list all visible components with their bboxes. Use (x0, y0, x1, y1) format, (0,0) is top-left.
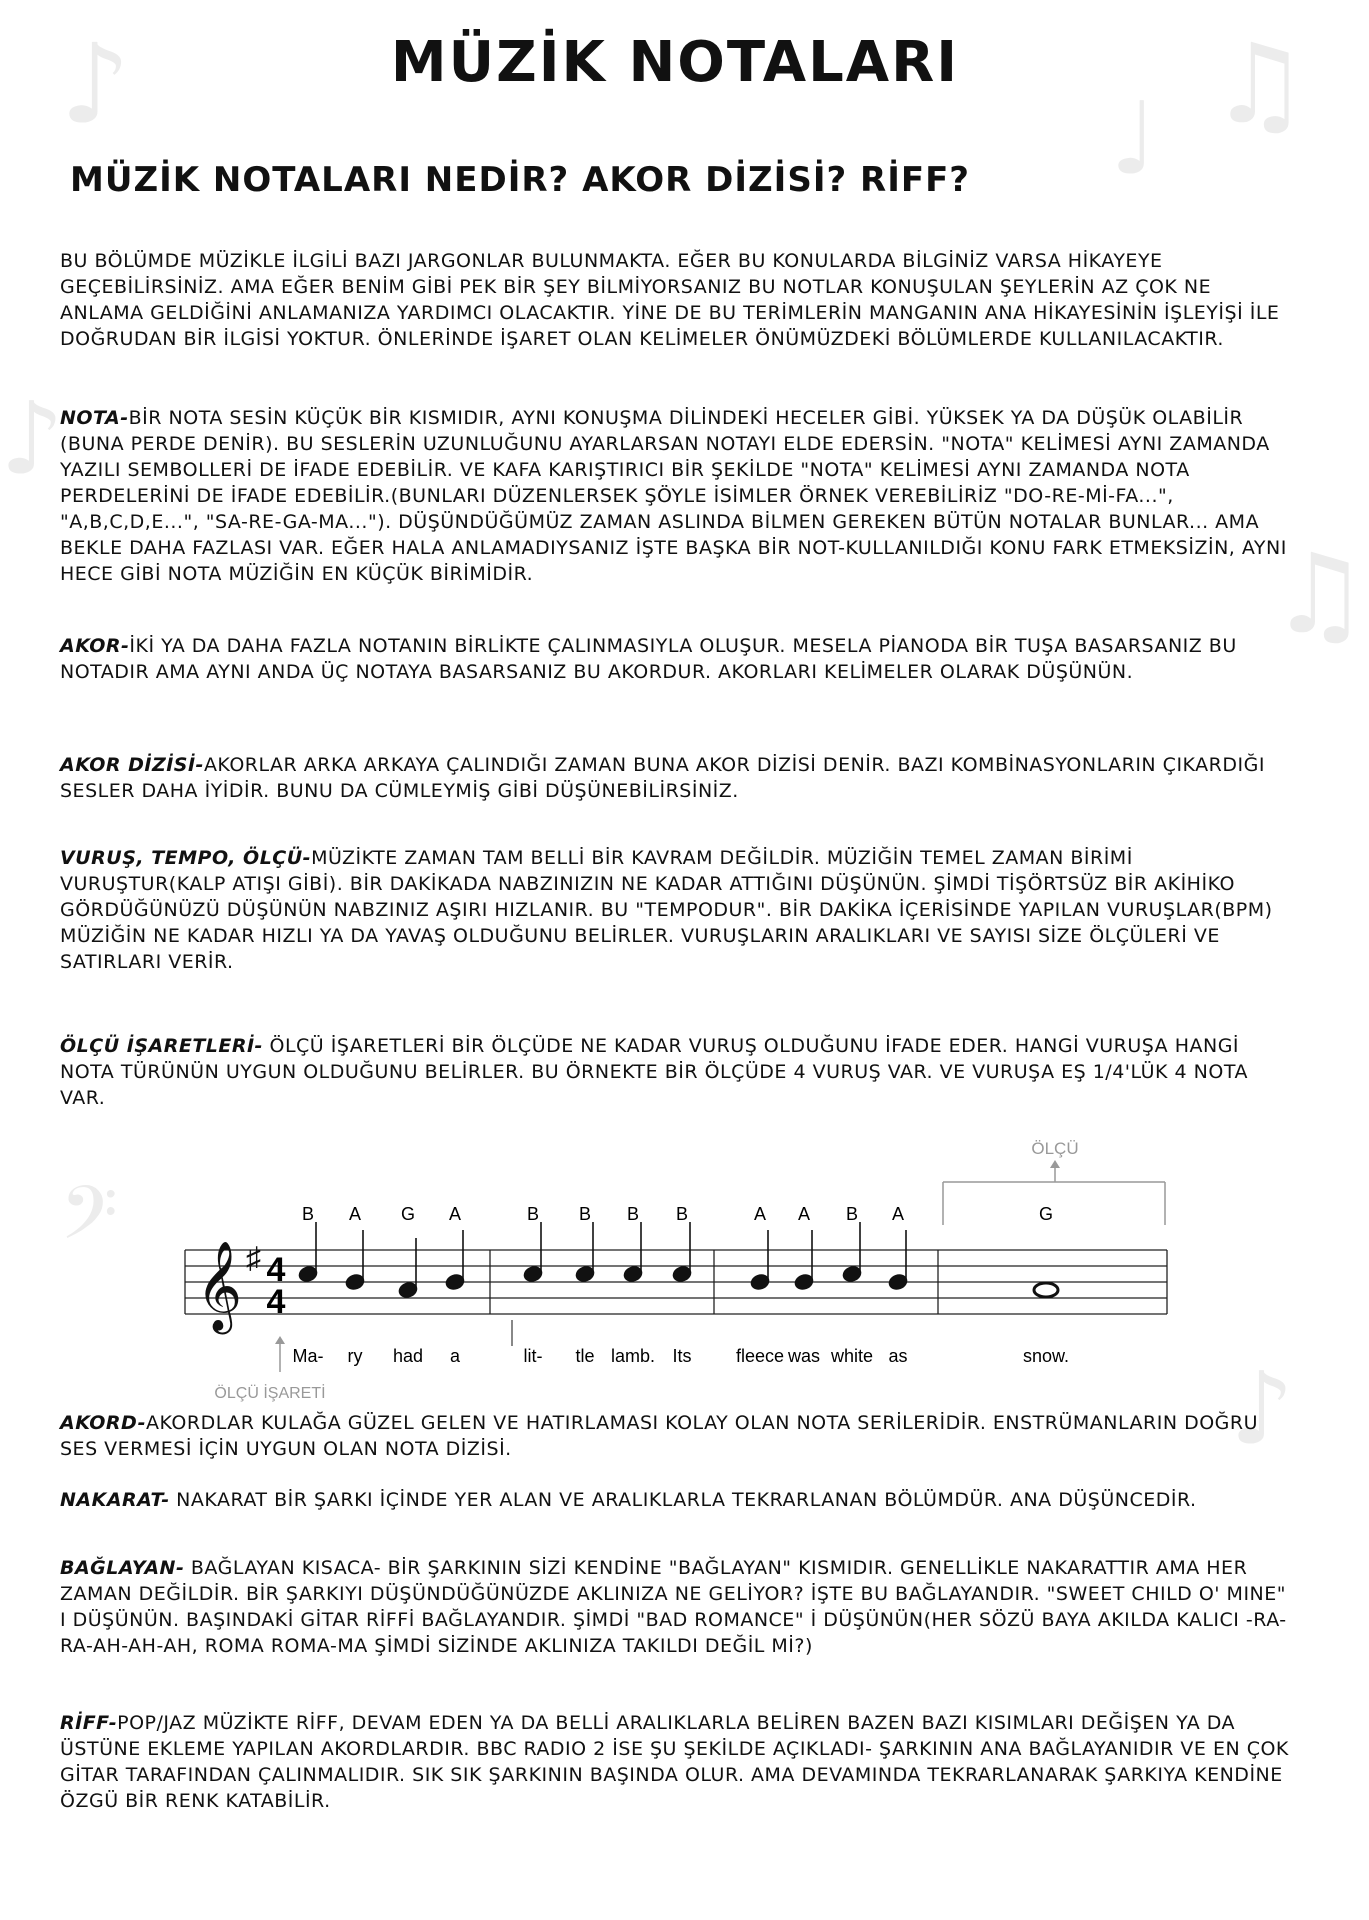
note-name-label: B (675, 1204, 689, 1224)
sharp-icon: ♯ (246, 1242, 261, 1275)
lyric-syllable: snow. (1022, 1346, 1070, 1366)
section-olcu-isaretleri (60, 1033, 1290, 1111)
intro-paragraph: BU BÖLÜMDE MÜZİKLE İLGİLİ BAZI JARGONLAR BULUNMAKTA. EĞER BU KONULARDA BİLGİNİZ VARSA HİKAYEYE GEÇEBİLİRSİNİZ. AMA EĞER BENİM GİBİ PEK BİR ŞEY BİLMİYORSANIZ BU NOTLAR KONUŞULAN ŞEYLERİN AZ ÇOK NE ANLAMA GELDİĞİNİ ANLAMANIZA YARDIMCI OLACAKTIR. YİNE DE BU TERİMLERİN MANGANIN ANA HİKAYESİNİN İŞLEYİŞİ İLE DOĞRUDAN BİR İLGİSİ YOKTUR. ÖNLERİNDE İŞARET OLAN KELİMELER ÖNÜMÜZDEKİ BÖLÜMLERDE KULLANILACAKTIR. (60, 250, 1280, 350)
page-title: MÜZİK NOTALARI (390, 30, 960, 95)
section-baglayan (60, 1555, 1290, 1659)
lyric-syllable: Ma- (292, 1346, 324, 1366)
note-name-label: B (626, 1204, 640, 1224)
term-label: BAĞLAYAN- (60, 1557, 185, 1579)
lyric-syllable: ry (347, 1346, 363, 1366)
section-akor-dizisi (60, 752, 1290, 804)
section-text: BİR NOTA SESİN KÜÇÜK BİR KISMIDIR, AYNI KONUŞMA DİLİNDEKİ HECELER GİBİ. YÜKSEK YA DA DÜŞÜK OLABİLİR (BUNA PERDE DENİR). BU SESLERİN UZUNLUĞUNU AYARLARSAN NOTAYI ELDE EDERSİN. "NOTA" KELİMESİ AYNI ZAMANDA YAZILI SEMBOLLERİ DE İFADE EDEBİLİR. VE KAFA KARIŞTIRICI BİR ŞEKİLDE "NOTA" KELİMESİ AYNI ZAMANDA NOTA PERDELERİNİ DE İFADE EDEBİLİR.(BUNLARI DÜZENLERSEK ŞÖYLE İSİMLER ÖRNEK VEREBİLİRİZ "DO-RE-Mİ-FA...", "A,B,C,D,E...", "SA-RE-GA-MA..."). DÜŞÜNDÜĞÜMÜZ ZAMAN ASLINDA BİLMEN GEREKEN BÜTÜN NOTALAR BUNLAR... AMA BEKLE DAHA FAZLASI VAR. EĞER HALA ANLAMADIYSANIZ İŞTE BAŞKA BİR NOT-KULLANILDIĞI KONU FARK ETMEKSİZİN, AYNI HECE GİBİ NOTA MÜZİĞİN EN KÜÇÜK BİRİMİDİR. (60, 407, 1287, 585)
term-label: VURUŞ, TEMPO, ÖLÇÜ- (60, 847, 312, 869)
music-score (0, 1130, 1350, 1410)
music-note-decoration-icon: ♪ (0, 380, 64, 497)
section-text: AKORDLAR KULAĞA GÜZEL GELEN VE HATIRLAMASI KOLAY OLAN NOTA SERİLERİDİR. ENSTRÜMANLARIN DOĞRU SES VERMESİ İÇİN UYGUN OLAN NOTA DİZİSİ. (60, 1412, 1258, 1460)
section-text: AKORLAR ARKA ARKAYA ÇALINDIĞI ZAMAN BUNA AKOR DİZİSİ DENİR. BAZI KOMBİNASYONLARIN ÇIKARDIĞI SESLER DAHA İYİDİR. BUNU DA CÜMLEYMİŞ GİBİ DÜŞÜNEBİLİRSİNİZ. (60, 754, 1265, 802)
note-name-label: B (845, 1204, 859, 1224)
term-label: AKOR- (60, 635, 130, 657)
lyric-syllable: tle (575, 1346, 595, 1366)
lyric-syllable: as (888, 1346, 908, 1366)
music-note-decoration-icon: ♪ (1230, 1350, 1294, 1467)
section-vurus-tempo-olcu (60, 845, 1290, 975)
lyric-syllable: Its (672, 1346, 692, 1366)
lyric-syllable: lit- (523, 1346, 543, 1366)
term-label: NOTA- (60, 407, 129, 429)
section-akor (60, 633, 1290, 685)
note-name-label: A (348, 1204, 362, 1224)
term-label: NAKARAT- (60, 1489, 170, 1511)
lyric-syllable: lamb. (610, 1346, 656, 1366)
section-akord (60, 1410, 1290, 1462)
time-signature-bottom: 4 (266, 1283, 286, 1321)
note-name-label: G (400, 1204, 416, 1224)
term-label: ÖLÇÜ İŞARETLERİ- (60, 1035, 263, 1057)
term-label: RİFF- (60, 1712, 118, 1734)
section-text: POP/JAZ MÜZİKTE RİFF, DEVAM EDEN YA DA BELLİ ARALIKLARLA BELİREN BAZEN BAZI KISIMLARI DEĞİŞEN YA DA ÜSTÜNE EKLEME YAPILAN AKORDLARDIR. BBC RADIO 2 İSE ŞU ŞEKİLDE AÇIKLADI- ŞARKININ ANA BAĞLAYANIDIR VE EN ÇOK GİTAR TARAFINDAN ÇALINMALIDIR. SIK SIK ŞARKININ BAŞINDA OLUR. AMA DEVAMINDA TEKRARLANARAK ŞARKIYA KENDİNE ÖZGÜ BİR RENK KATABİLİR. (60, 1712, 1289, 1812)
music-note-decoration-icon: ♫ (1270, 530, 1369, 658)
section-nakarat (60, 1487, 1290, 1513)
note-name-label: G (1038, 1204, 1054, 1224)
measure-label: ÖLÇÜ (1031, 1139, 1079, 1158)
notes-layer (293, 1204, 1070, 1366)
term-label: AKORD- (60, 1412, 147, 1434)
music-note-decoration-icon: ♫ (1210, 20, 1309, 148)
time-signature-top: 4 (266, 1251, 286, 1289)
staff (185, 1250, 1167, 1314)
section-nota (60, 405, 1290, 587)
note-name-label: A (797, 1204, 811, 1224)
treble-clef-icon: 𝄞 (196, 1241, 243, 1329)
section-text: ÖLÇÜ İŞARETLERİ BİR ÖLÇÜDE NE KADAR VURUŞ OLDUĞUNU İFADE EDER. HANGİ VURUŞA HANGİ NOTA TÜRÜNÜN UYGUN OLDUĞUNU BELİRLER. BU ÖRNEKTE BİR ÖLÇÜDE 4 VURUŞ VAR. VE VURUŞA EŞ 1/4'LÜK 4 NOTA VAR. (60, 1035, 1248, 1109)
lyric-syllable: a (449, 1346, 461, 1366)
note-name-label: A (891, 1204, 905, 1224)
page-subtitle: MÜZİK NOTALARI NEDİR? AKOR DİZİSİ? RİFF? (70, 160, 971, 200)
note-name-label: A (448, 1204, 462, 1224)
music-note-decoration-icon: ♩ (1110, 80, 1158, 197)
section-text: BAĞLAYAN KISACA- BİR ŞARKININ SİZİ KENDİNE "BAĞLAYAN" KISMIDIR. GENELLİKLE NAKARATTIR AMA HER ZAMAN DEĞİLDİR. BİR ŞARKIYI DÜŞÜNDÜĞÜNÜZDE AKLINIZA NE GELİYOR? İŞTE BU BAĞLAYANDIR. "SWEET CHILD O' MINE" I DÜŞÜNÜN. BAŞINDAKİ GİTAR RİFFİ BAĞLAYANDIR. ŞİMDİ "BAD ROMANCE" İ DÜŞÜNÜN(HER SÖZÜ BAYA AKILDA KALICI -RA-RA-AH-AH-AH, ROMA ROMA-MA ŞİMDİ SİZİNDE AKLINIZA TAKILDI DEĞİL Mİ?) (60, 1557, 1287, 1657)
section-text: NAKARAT BİR ŞARKI İÇİNDE YER ALAN VE ARALIKLARLA TEKRARLANAN BÖLÜMDÜR. ANA DÜŞÜNCEDİR. (169, 1489, 1197, 1511)
lyric-syllable: had (392, 1346, 424, 1366)
note-name-label: A (753, 1204, 767, 1224)
note-name-label: B (526, 1204, 540, 1224)
bass-clef-decoration-icon: 𝄢 (60, 1170, 118, 1275)
section-text: MÜZİKTE ZAMAN TAM BELLİ BİR KAVRAM DEĞİLDİR. MÜZİĞİN TEMEL ZAMAN BİRİMİ VURUŞTUR(KALP ATIŞI GİBİ). BİR DAKİKADA NABZINIZIN NE KADAR ATTIĞINI DÜŞÜNÜN. ŞİMDİ TİŞÖRTSÜZ BİR AKİHİKO GÖRDÜĞÜNÜZÜ DÜŞÜNÜN NABZINIZ AŞIRI HIZLANIR. BU "TEMPODUR". BİR DAKİKA İÇERİSİNDE YAPILAN VURUŞLAR(BPM) MÜZİĞİN NE KADAR HIZLI YA DA YAVAŞ OLDUĞUNU BELİRLER. VURUŞLARIN ARALIKLARI VE SAYISI SİZE ÖLÇÜLERİ VE SATIRLARI VERİR. (60, 847, 1273, 973)
lyric-syllable: fleece (735, 1346, 785, 1366)
note-name-label: B (301, 1204, 315, 1224)
music-note-decoration-icon: ♪ (60, 20, 131, 148)
lyric-syllable: was (787, 1346, 821, 1366)
time-signature-label: ÖLÇÜ İŞARETİ (214, 1385, 326, 1402)
term-label: AKOR DİZİSİ- (60, 754, 204, 776)
lyric-syllable: white (830, 1346, 874, 1366)
note-name-label: B (578, 1204, 592, 1224)
note-head (1034, 1283, 1058, 1297)
section-riff (60, 1710, 1290, 1814)
section-text: İKİ YA DA DAHA FAZLA NOTANIN BİRLİKTE ÇALINMASIYLA OLUŞUR. MESELA PİANODA BİR TUŞA BASARSANIZ BU NOTADIR AMA AYNI ANDA ÜÇ NOTAYA BASARSANIZ BU AKORDUR. AKORLARI KELİMELER OLARAK DÜŞÜNÜN. (60, 635, 1237, 683)
